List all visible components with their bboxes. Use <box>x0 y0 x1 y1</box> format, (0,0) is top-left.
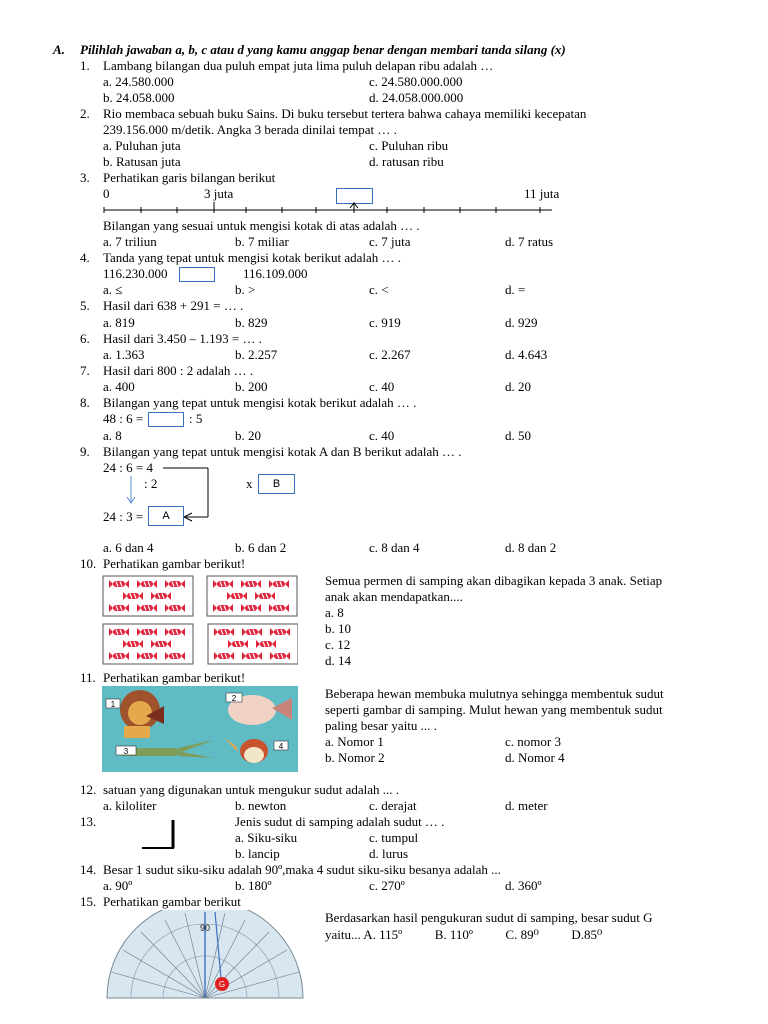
instruction: Pilihlah jawaban a, b, c atau d yang kamu anggap benar dengan membari tanda silang (x) <box>80 42 566 57</box>
q4-number: 4. <box>80 250 90 265</box>
q4-right-number: 116.109.000 <box>243 266 308 281</box>
q14-option-b[interactable]: b. 180º <box>235 878 272 893</box>
q13-option-b[interactable]: b. lancip <box>235 846 280 861</box>
q15-number: 15. <box>80 894 97 909</box>
q1-option-d[interactable]: d. 24.058.000.000 <box>369 90 464 105</box>
q11-option-b[interactable]: b. Nomor 2 <box>325 750 385 765</box>
q4-answer-box[interactable] <box>179 267 215 282</box>
q2-option-b[interactable]: b. Ratusan juta <box>103 154 181 169</box>
q3-option-c[interactable]: c. 7 juta <box>369 234 411 249</box>
q6-number: 6. <box>80 331 90 346</box>
q5-option-b[interactable]: b. 829 <box>235 315 268 330</box>
q11-number: 11. <box>80 670 96 685</box>
q8-option-b[interactable]: b. 20 <box>235 428 261 443</box>
q10-desc-1: Semua permen di samping akan dibagikan kepada 3 anak. Setiap <box>325 573 663 588</box>
q6-option-d[interactable]: d. 4.643 <box>505 347 548 362</box>
q7-option-b[interactable]: b. 200 <box>235 379 268 394</box>
q5-option-d[interactable]: d. 929 <box>505 315 538 330</box>
q12-option-c[interactable]: c. derajat <box>369 798 417 813</box>
q13-option-d[interactable]: d. lurus <box>369 846 408 861</box>
q14-number: 14. <box>80 862 97 877</box>
q15-desc-1: Berdasarkan hasil pengukuran sudut di samping, besar sudut G <box>325 910 653 925</box>
q4-option-c[interactable]: c. < <box>369 282 389 297</box>
animals-image <box>102 686 298 772</box>
q2-option-a[interactable]: a. Puluhan juta <box>103 138 181 153</box>
q14-option-c[interactable]: c. 270º <box>369 878 405 893</box>
q2-text: Rio membaca sebuah buku Sains. Di buku tersebut tertera bahwa cahaya memiliki kecepatan <box>103 106 587 121</box>
q9-text: Bilangan yang tepat untuk mengisi kotak A dan B berikut adalah … . <box>103 444 462 459</box>
q10-desc-2: anak akan mendapatkan.... <box>325 589 463 604</box>
q1-option-b[interactable]: b. 24.058.000 <box>103 90 175 105</box>
q9-option-b[interactable]: b. 6 dan 2 <box>235 540 287 555</box>
q9-option-c[interactable]: c. 8 dan 4 <box>369 540 420 555</box>
q13-option-c[interactable]: c. tumpul <box>369 830 419 845</box>
q7-number: 7. <box>80 363 90 378</box>
q15-desc-2: yaitu... A. 115º B. 110º C. 89⁰ D.85⁰ <box>325 927 603 942</box>
q3-number: 3. <box>80 170 90 185</box>
q13-number: 13. <box>80 814 97 829</box>
q3-option-a[interactable]: a. 7 triliun <box>103 234 157 249</box>
q1-option-a[interactable]: a. 24.580.000 <box>103 74 174 89</box>
q1-text: Lambang bilangan dua puluh empat juta lima puluh delapan ribu adalah … <box>103 58 494 73</box>
q6-option-c[interactable]: c. 2.267 <box>369 347 411 362</box>
q11-text: Perhatikan gambar berikut! <box>103 670 246 685</box>
q3-label-3-juta: 3 juta <box>204 186 234 201</box>
right-angle-figure <box>140 818 180 852</box>
q14-option-d[interactable]: d. 360º <box>505 878 542 893</box>
q9-divide-2: : 2 <box>144 476 158 491</box>
q4-text: Tanda yang tepat untuk mengisi kotak berikut adalah … . <box>103 250 402 265</box>
q3-option-b[interactable]: b. 7 miliar <box>235 234 289 249</box>
q2-option-c[interactable]: c. Puluhan ribu <box>369 138 449 153</box>
q6-option-a[interactable]: a. 1.363 <box>103 347 145 362</box>
q12-option-a[interactable]: a. kiloliter <box>103 798 157 813</box>
q10-option-a[interactable]: a. 8 <box>325 605 344 620</box>
section-label: A. <box>53 42 65 57</box>
q8-answer-box[interactable] <box>148 412 184 427</box>
q5-option-c[interactable]: c. 919 <box>369 315 401 330</box>
animal-tag-1: 1 <box>110 700 116 709</box>
q8-text: Bilangan yang tepat untuk mengisi kotak berikut adalah … . <box>103 395 417 410</box>
q7-option-c[interactable]: c. 40 <box>369 379 395 394</box>
q8-option-d[interactable]: d. 50 <box>505 428 531 443</box>
q9-number: 9. <box>80 444 90 459</box>
q1-option-c[interactable]: c. 24.580.000.000 <box>369 74 463 89</box>
protractor-image <box>103 910 308 1002</box>
q9-equation-1: 24 : 6 = 4 <box>103 460 153 475</box>
q3-label-0: 0 <box>103 186 110 201</box>
q6-option-b[interactable]: b. 2.257 <box>235 347 278 362</box>
q2-text-cont: 239.156.000 m/detik. Angka 3 berada dinilai tempat … . <box>103 122 397 137</box>
q11-option-a[interactable]: a. Nomor 1 <box>325 734 384 749</box>
q10-number: 10. <box>80 556 97 571</box>
q2-option-d[interactable]: d. ratusan ribu <box>369 154 444 169</box>
q7-option-a[interactable]: a. 400 <box>103 379 135 394</box>
q11-option-c[interactable]: c. nomor 3 <box>505 734 561 749</box>
q3-option-d[interactable]: d. 7 ratus <box>505 234 554 249</box>
q8-option-c[interactable]: c. 40 <box>369 428 395 443</box>
q4-option-a[interactable]: a. ≤ <box>103 282 123 297</box>
q11-desc-2: seperti gambar di samping. Mulut hewan yang membentuk sudut <box>325 702 663 717</box>
q8-number: 8. <box>80 395 90 410</box>
q10-text: Perhatikan gambar berikut! <box>103 556 246 571</box>
q1-number: 1. <box>80 58 90 73</box>
q5-number: 5. <box>80 298 90 313</box>
q9-times: x <box>246 476 253 491</box>
q6-text: Hasil dari 3.450 – 1.193 = … . <box>103 331 262 346</box>
q3-label-11-juta: 11 juta <box>524 186 560 201</box>
q4-option-d[interactable]: d. = <box>505 282 526 297</box>
q9-option-a[interactable]: a. 6 dan 4 <box>103 540 154 555</box>
q12-text: satuan yang digunakan untuk mengukur sudut adalah ... . <box>103 782 400 797</box>
q7-option-d[interactable]: d. 20 <box>505 379 531 394</box>
q8-equation-left: 48 : 6 = <box>103 411 144 426</box>
q12-option-d[interactable]: d. meter <box>505 798 548 813</box>
q10-option-d[interactable]: d. 14 <box>325 653 351 668</box>
q11-desc-3: paling besar yaitu ... . <box>325 718 437 733</box>
q12-option-b[interactable]: b. newton <box>235 798 287 813</box>
q3-text-2: Bilangan yang sesuai untuk mengisi kotak di atas adalah … . <box>103 218 420 233</box>
q13-text: Jenis sudut di samping adalah sudut … . <box>235 814 445 829</box>
angle-g-label: G <box>218 980 226 989</box>
q8-equation-right: : 5 <box>189 411 203 426</box>
q11-option-d[interactable]: d. Nomor 4 <box>505 750 565 765</box>
q14-option-a[interactable]: a. 90º <box>103 878 133 893</box>
animal-tag-2: 2 <box>231 694 237 703</box>
q10-option-c[interactable]: c. 12 <box>325 637 351 652</box>
q5-option-a[interactable]: a. 819 <box>103 315 135 330</box>
q10-option-b[interactable]: b. 10 <box>325 621 351 636</box>
q14-text: Besar 1 sudut siku-siku adalah 90º,maka 4 sudut siku-siku besanya adalah ... <box>103 862 501 877</box>
protractor-90-label: 90 <box>199 923 211 933</box>
q3-text: Perhatikan garis bilangan berikut <box>103 170 276 185</box>
q9-equation-2: 24 : 3 = <box>103 509 144 524</box>
q9-box-b[interactable]: B <box>258 474 295 494</box>
q9-box-a[interactable]: A <box>148 506 184 526</box>
q8-option-a[interactable]: a. 8 <box>103 428 122 443</box>
q4-left-number: 116.230.000 <box>103 266 168 281</box>
q7-text: Hasil dari 800 : 2 adalah … . <box>103 363 254 378</box>
animal-tag-4: 4 <box>278 742 284 751</box>
q9-option-d[interactable]: d. 8 dan 2 <box>505 540 557 555</box>
q4-option-b[interactable]: b. > <box>235 282 256 297</box>
q5-text: Hasil dari 638 + 291 = … . <box>103 298 244 313</box>
q12-number: 12. <box>80 782 97 797</box>
q13-option-a[interactable]: a. Siku-siku <box>235 830 298 845</box>
animal-tag-3: 3 <box>123 747 129 756</box>
q15-text: Perhatikan gambar berikut <box>103 894 241 909</box>
candy-image <box>102 574 298 666</box>
q11-desc-1: Beberapa hewan membuka mulutnya sehingga membentuk sudut <box>325 686 664 701</box>
q2-number: 2. <box>80 106 90 121</box>
